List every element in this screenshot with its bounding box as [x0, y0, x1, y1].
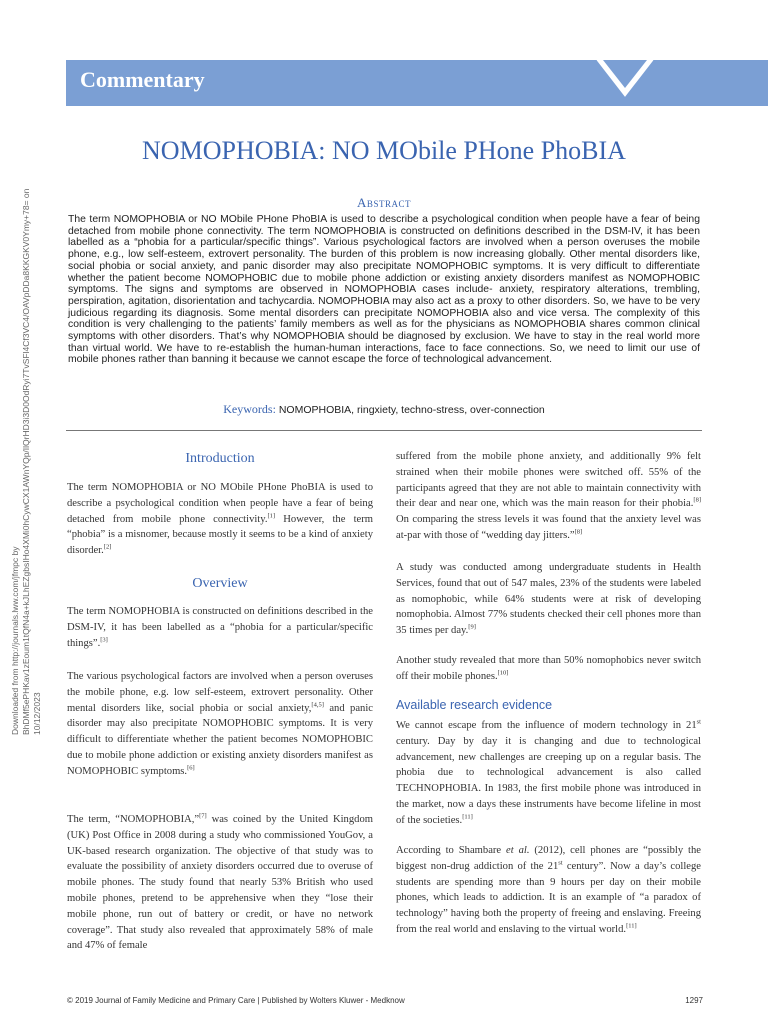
right-paragraph-1: suffered from the mobile phone anxiety, and additionally 9% felt strained when their mobile phones were switched off. 55% of the participants agreed that they are not able to maintain connectivity with their dear and near one, which was the main reason for their phobia.[8] On comparing the stress levels it was found that the anxiety level was at-par with those of “wedding day jitters.”[8]	[396, 451, 701, 541]
overview-paragraph-3: The term, “NOMOPHOBIA,”[7] was coined by the United Kingdom (UK) Post Office in 2008 during a study who commissioned YouGov, a UK-based research organization. The objective of that study was to evaluate the possibility of anxiety disorders occurred due to overuse of mobile phones. The study found that nearly 53% British who used mobile phones, pretend to be apprehensive when they “lose their mobile phone, run out of battery or credit, or have no network coverage”. That study also revealed that approximately 58% of male and 47% of female	[67, 812, 373, 952]
section-label: Commentary	[80, 67, 205, 92]
right-paragraph-5: According to Shambare et al. (2012), cell phones are “possibly the biggest non-drug addiction of the 21st century”. Now a day’s college students are spending more than 9 hours per day on their mobile phones, which leads to addiction. It is an example of “a paradox of technology” having both the property of freeing and enslaving. Freeing from the real world and enslaving to the virtual world.[11]	[396, 845, 702, 935]
introduction-heading: Introduction	[185, 451, 255, 466]
footer-copyright: © 2019 Journal of Family Medicine and Primary Care | Published by Wolters Kluwer - Medknow	[67, 996, 405, 1005]
research-evidence-heading: Available research evidence	[396, 698, 553, 712]
overview-heading: Overview	[192, 576, 248, 591]
banner-notch-graphic	[595, 60, 655, 100]
right-paragraph-4: We cannot escape from the influence of modern technology in 21st century. Day by day it is changing and due to technological advancement, new challenges are creeping up on a regular basis. The phobia due to technological advancement is also called TECHNOPHOBIA. In 1983, the first mobile phone was introduced in the market, now a days these instruments have become lifeline in most of the societies.[11]	[396, 718, 701, 826]
download-notice: Downloaded from http://journals.lww.com/jfmpc by BhDMf5ePHKav1zEoum1tQfN4a+kJLhEZgbsIHo4XMi0hCywCX1AWnYQp/IlQrHD3i3D0OdRyi7TvSFl4Cf3VC4/OAVpDDa8KKGKV0Ymy+78= on 10/12/2023	[10, 188, 42, 735]
abstract-text: The term NOMOPHOBIA or NO MObile PHone PhoBIA is used to describe a psychological condition when people have a fear of being detached from mobile phone connectivity. The term NOMOPHOBIA is constructed on definitions described in the DSM-IV, it has been labelled as a “phobia for a particular/specific things”. Various psychological factors are involved when a person overuses the mobile phone, e.g., low self-esteem, extrovert personality. The burden of this problem is now increasing globally. Other mental disorders like, social phobia or social anxiety, and panic disorder may also precipitate NOMOPHOBIC symptoms. It is very difficult to differentiate whether the patient become NOMOPHOBIC due to mobile phone addiction or existing anxiety disorders manifest as NOMOPHOBIC symptoms. The signs and symptoms are observed in NOMOPHOBIA cases include- anxiety, respiratory alterations, trembling, perspiration, agitation, disorientation and tachycardia. NOMOPHOBIA may also act as a proxy to other disorders. So, we have to be very judicious regarding its diagnosis. Some mental disorders can precipitate NOMOPHOBIA also and vice versa. The complexity of this condition is very challenging to the patients’ family members as well as for the physicians as NOMOPHOBIA shares common clinical symptoms with other disorders. That’s why NOMOPHOBIA should be diagnosed by exclusion. We have to stay in the real world more than virtual world. We have to re-establish the human-human interactions, face to face connections. So, we need to limit our use of mobile phones rather than banning it because we cannot escape the force of technological advancement.	[68, 214, 700, 366]
article-title: NOMOPHOBIA: NO MObile PHone PhoBIA	[142, 136, 626, 165]
overview-paragraph-2: The various psychological factors are involved when a person overuses the mobile phone, e.g. low self-esteem, extrovert personality. Other mental disorders like, social phobia or social anxiety,[4,5] and panic disorder may also precipitate NOMOPHOBIC symptoms. It is very difficult to differentiate whether the patient becomes NOMOPHOBIC due to mobile phone addiction or existing anxiety disorders manifest as NOMOPHOBIC symptoms.[6]	[67, 671, 373, 777]
intro-paragraph: The term NOMOPHOBIA or NO MObile PHone PhoBIA is used to describe a psychological condition when people have a fear of being detached from mobile phone connectivity.[1] However, the term “phobia” is a misnomer, because mostly it seems to be a kind of anxiety disorder.[2]	[67, 482, 373, 557]
right-paragraph-3: Another study revealed that more than 50% nomophobics never switch off their mobile phones.[10]	[396, 655, 701, 682]
overview-paragraph-1: The term NOMOPHOBIA is constructed on definitions described in the DSM-IV, it has been labelled as a “phobia for a particular/specific things”.[3]	[67, 606, 373, 649]
abstract-heading: Abstract	[357, 195, 411, 210]
page-footer	[67, 996, 703, 1005]
keywords-text: NOMOPHOBIA, ringxiety, techno-stress, over-connection	[278, 404, 545, 416]
keywords-label: Keywords:	[223, 402, 276, 416]
divider	[66, 430, 702, 431]
page-number: 1297	[685, 996, 703, 1005]
right-paragraph-2: A study was conducted among undergraduate students in Health Services, found that out of 547 males, 23% of the students were labeled as nomophobic, while 64% students were at risk of developing nomophobia. Almost 77% students checked their cell phones more than 35 times per day.[9]	[396, 562, 701, 637]
keywords	[60, 402, 708, 417]
